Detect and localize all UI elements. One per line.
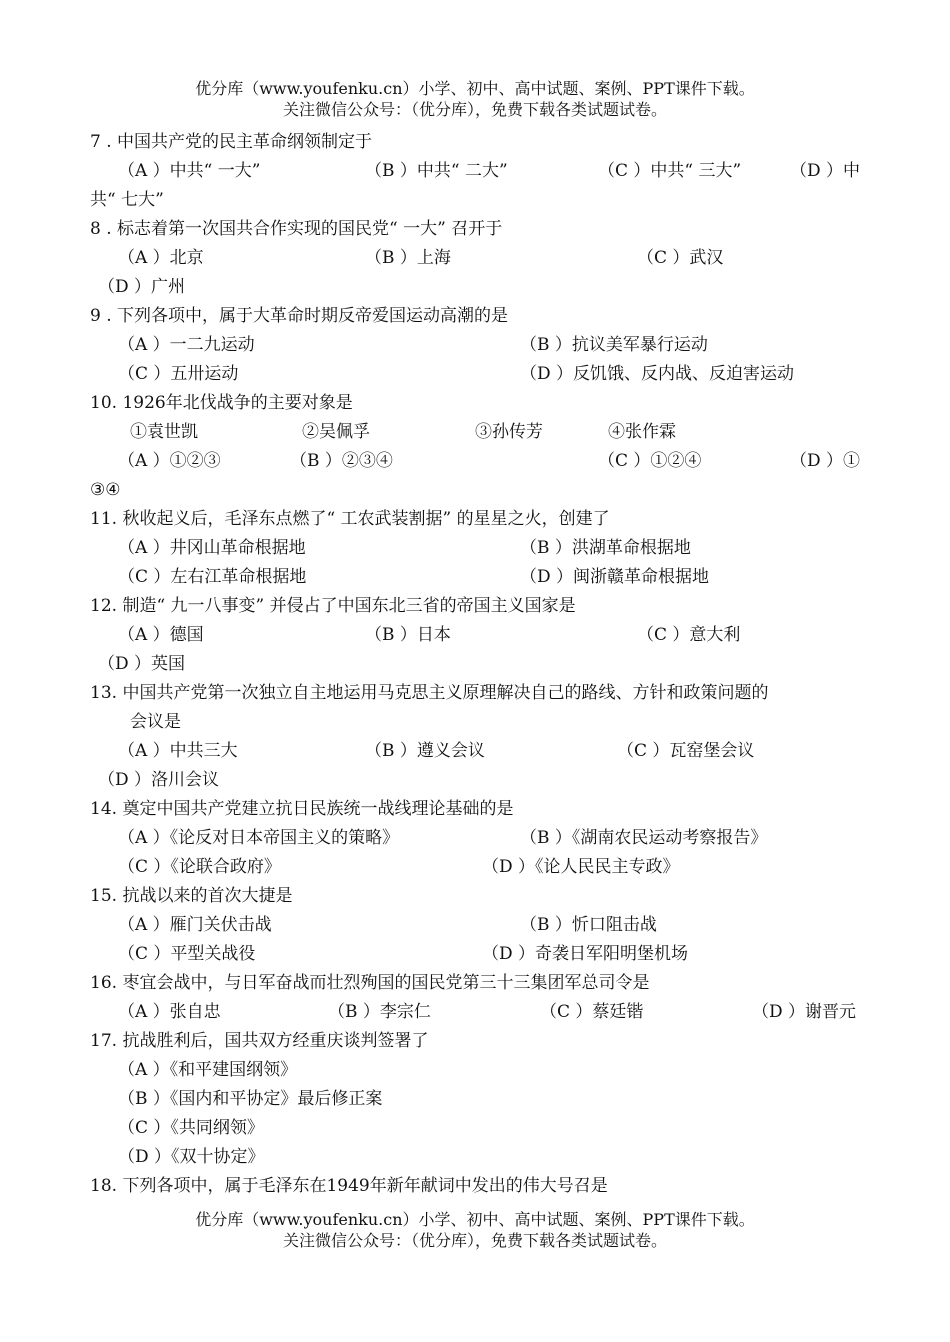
options-row — [90, 447, 865, 476]
question-number: 15. — [90, 886, 118, 906]
options-row — [90, 911, 865, 940]
option-d: （D ）英国 — [98, 654, 186, 674]
option-b: （B ）洪湖革命根据地 — [520, 538, 691, 558]
option-a: （A ）《和平建国纲领》 — [118, 1060, 298, 1080]
option-a: （A ）雁门关伏击战 — [118, 915, 272, 935]
footer-line-1: 优分库（www.youfenku.cn）小学、初中、高中试题、案例、PPT课件下载。 — [195, 1210, 755, 1229]
option-wrap — [90, 186, 865, 215]
option-b: （B ）李宗仁 — [328, 1002, 431, 1022]
question-text: 抗战胜利后，国共双方经重庆谈判签署了 — [122, 1031, 429, 1051]
option-d: （D ）中 — [790, 161, 861, 181]
question-10 — [90, 389, 865, 418]
option-b: （B ）《国内和平协定》最后修正案 — [118, 1089, 383, 1109]
question-text: 枣宜会战中，与日军奋战而壮烈殉国的国民党第三十三集团军总司令是 — [122, 973, 650, 993]
option-a: （A ）《论反对日本帝国主义的策略》 — [118, 828, 400, 848]
option-c: （C ）五卅运动 — [118, 364, 239, 384]
question-8 — [90, 215, 865, 244]
option-d: （D ）洛川会议 — [98, 770, 220, 790]
question-9 — [90, 302, 865, 331]
option-b: （B ）《湖南农民运动考察报告》 — [520, 828, 768, 848]
option-b: （B ）②③④ — [290, 451, 393, 471]
option-c: （C ）①②④ — [598, 451, 702, 471]
option-c: （C ）左右江革命根据地 — [118, 567, 307, 587]
options-row — [90, 244, 865, 273]
question-text: 下列各项中，属于毛泽东在1949年新年献词中发出的伟大号召是 — [122, 1176, 608, 1196]
options-row — [90, 360, 865, 389]
question-number: 7 . — [90, 132, 112, 152]
question-text: 中国共产党的民主革命纲领制定于 — [117, 132, 373, 152]
question-text: 下列各项中，属于大革命时期反帝爱国运动高潮的是 — [117, 306, 509, 326]
header-line-2: 关注微信公众号：（优分库），免费下载各类试题试卷。 — [282, 100, 667, 119]
item-3: ③孙传芳 — [475, 422, 543, 442]
options-row — [90, 1085, 865, 1114]
option-d: （D ）① — [790, 451, 861, 471]
option-b: （B ）遵义会议 — [365, 741, 485, 761]
question-number: 9 . — [90, 306, 112, 326]
option-c: （C ）《共同纲领》 — [118, 1118, 264, 1138]
question-number: 16. — [90, 973, 118, 993]
question-text: 中国共产党第一次独立自主地运用马克思主义原理解决自己的路线、方针和政策问题的 — [122, 683, 769, 703]
question-12 — [90, 592, 865, 621]
option-d: （D ）奇袭日军阳明堡机场 — [482, 944, 689, 964]
option-a: （A ）井冈山革命根据地 — [118, 538, 306, 558]
option-d: （D ）广州 — [98, 277, 186, 297]
item-4: ④张作霖 — [608, 422, 676, 442]
option-a: （A ）张自忠 — [118, 1002, 221, 1022]
question-text: 秋收起义后，毛泽东点燃了“ 工农武装割据” 的星星之火，创建了 — [122, 509, 610, 529]
option-c: （C ）蔡廷锴 — [540, 1002, 644, 1022]
option-c: （C ）意大利 — [637, 625, 741, 645]
question-list — [90, 128, 865, 1201]
option-b: （B ）上海 — [365, 248, 451, 268]
question-number: 12. — [90, 596, 118, 616]
option-d-wrap: ③④ — [90, 480, 121, 500]
footer-line-2: 关注微信公众号：（优分库），免费下载各类试题试卷。 — [282, 1231, 667, 1250]
option-d: （D ）反饥饿、反内战、反迫害运动 — [520, 364, 795, 384]
options-row — [90, 940, 865, 969]
question-16 — [90, 969, 865, 998]
option-b: （B ）日本 — [365, 625, 451, 645]
option-a: （A ）中共三大 — [118, 741, 238, 761]
question-14 — [90, 795, 865, 824]
header-line-1: 优分库（www.youfenku.cn）小学、初中、高中试题、案例、PPT课件下载。 — [195, 79, 755, 98]
question-18 — [90, 1172, 865, 1201]
option-c: （C ）瓦窑堡会议 — [617, 741, 755, 761]
option-d: （D ）谢晋元 — [752, 1002, 857, 1022]
question-text: 标志着第一次国共合作实现的国民党“ 一大” 召开于 — [117, 219, 503, 239]
options-row — [90, 1143, 865, 1172]
option-c: （C ）中共“ 三大” — [598, 161, 742, 181]
option-d: （D ）闽浙赣革命根据地 — [520, 567, 710, 587]
option-d: （D ）《论人民民主专政》 — [482, 857, 680, 877]
options-row — [90, 563, 865, 592]
option-wrap — [90, 476, 865, 505]
question-15 — [90, 882, 865, 911]
question-number: 10. — [90, 393, 118, 413]
item-2: ②吴佩孚 — [302, 422, 370, 442]
question-text-continued — [90, 708, 865, 737]
options-row — [90, 621, 865, 650]
options-row — [90, 766, 865, 795]
options-row — [90, 650, 865, 679]
option-c: （C ）《论联合政府》 — [118, 857, 281, 877]
question-number: 18. — [90, 1176, 118, 1196]
option-a: （A ）中共“ 一大” — [118, 161, 261, 181]
option-c: （C ）武汉 — [637, 248, 724, 268]
options-row — [90, 1114, 865, 1143]
question-text: 制造“ 九一八事变” 并侵占了中国东北三省的帝国主义国家是 — [122, 596, 576, 616]
option-b: （B ）抗议美军暴行运动 — [520, 335, 708, 355]
option-a: （A ）①②③ — [118, 451, 221, 471]
options-row — [90, 998, 865, 1027]
question-number: 17. — [90, 1031, 118, 1051]
options-row — [90, 273, 865, 302]
option-b: （B ）中共“ 二大” — [365, 161, 508, 181]
question-number: 13. — [90, 683, 118, 703]
question-7 — [90, 128, 865, 157]
question-text: 抗战以来的首次大捷是 — [122, 886, 293, 906]
items-row — [90, 418, 865, 447]
options-row — [90, 853, 865, 882]
item-1: ①袁世凯 — [130, 422, 198, 442]
options-row — [90, 1056, 865, 1085]
question-text: 奠定中国共产党建立抗日民族统一战线理论基础的是 — [122, 799, 514, 819]
question-number: 11. — [90, 509, 118, 529]
option-a: （A ）德国 — [118, 625, 204, 645]
option-d: （D ）《双十协定》 — [118, 1147, 265, 1167]
question-number: 8 . — [90, 219, 112, 239]
question-number: 14. — [90, 799, 118, 819]
options-row — [90, 157, 865, 186]
question-11 — [90, 505, 865, 534]
options-row — [90, 534, 865, 563]
option-a: （A ）一二九运动 — [118, 335, 255, 355]
option-a: （A ）北京 — [118, 248, 204, 268]
options-row — [90, 737, 865, 766]
page-header — [0, 78, 950, 120]
page-footer — [0, 1209, 950, 1251]
options-row — [90, 331, 865, 360]
question-17 — [90, 1027, 865, 1056]
question-text-2: 会议是 — [130, 712, 181, 732]
question-13 — [90, 679, 865, 708]
options-row — [90, 824, 865, 853]
question-text: 1926年北伐战争的主要对象是 — [122, 393, 353, 413]
option-b: （B ）忻口阻击战 — [520, 915, 657, 935]
option-d-wrap: 共“ 七大” — [90, 190, 164, 210]
option-c: （C ）平型关战役 — [118, 944, 256, 964]
